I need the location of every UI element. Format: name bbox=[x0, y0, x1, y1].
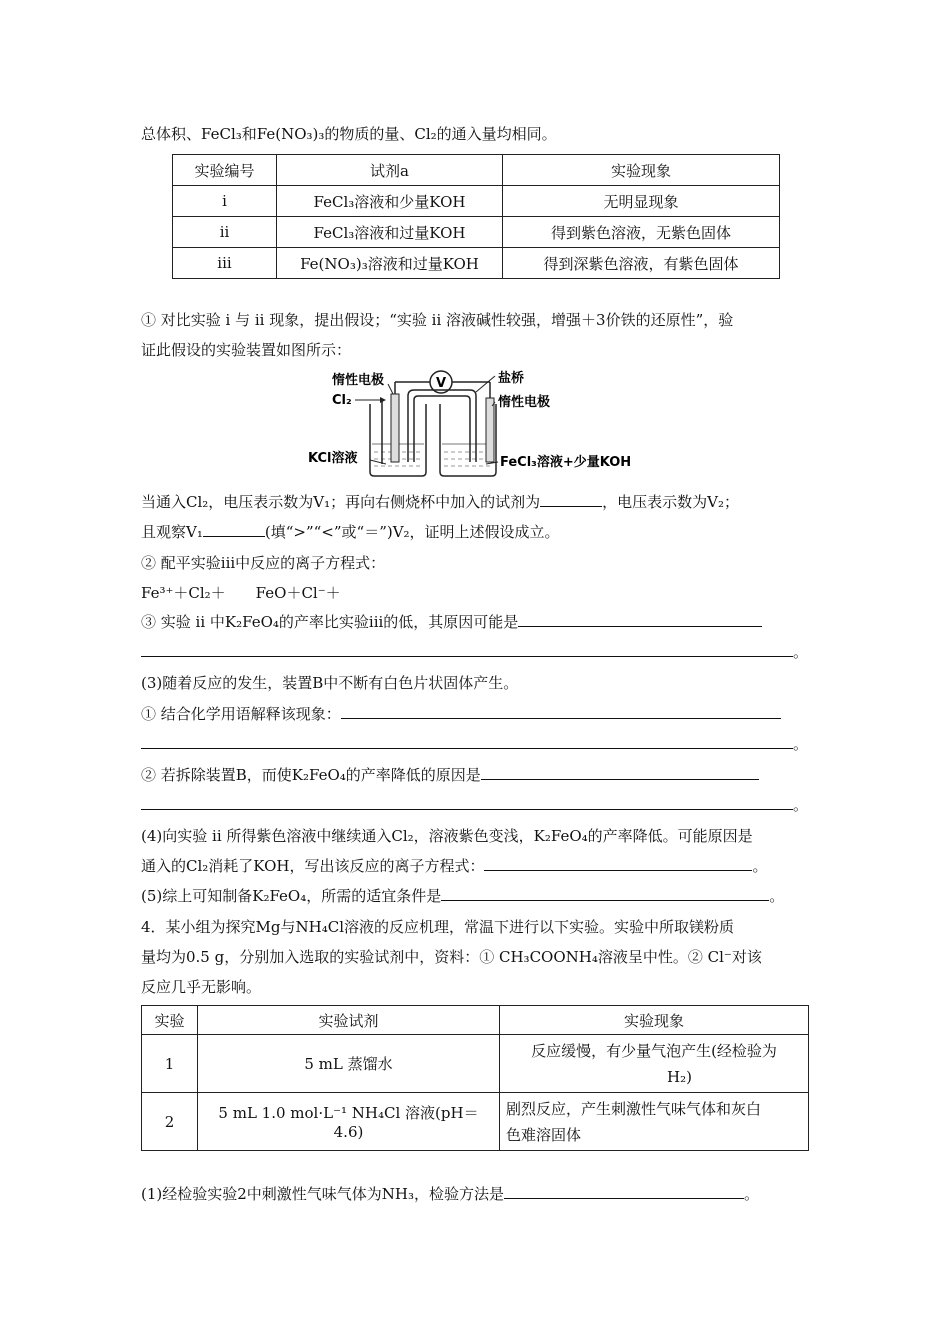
q2-line-1: ② 配平实验iii中反应的离子方程式： bbox=[141, 554, 386, 572]
label-fecl3-solution: FeCl₃溶液+少量KOH bbox=[500, 455, 632, 470]
table2-cell: 反应缓慢，有少量气泡产生(经检验为 H₂) bbox=[500, 1035, 809, 1093]
table2-header-id: 实验 bbox=[142, 1006, 198, 1035]
part3-q1-cont: 。 bbox=[141, 734, 808, 754]
table1-cell: i bbox=[173, 186, 277, 217]
table1-header-phenomenon: 实验现象 bbox=[503, 155, 780, 186]
table2-cell: 1 bbox=[142, 1035, 198, 1093]
table2-cell: 5 mL 1.0 mol·L⁻¹ NH₄Cl 溶液(pH＝4.6) bbox=[198, 1093, 500, 1151]
part3-title: (3)随着反应的发生，装置B中不断有白色片状固体产生。 bbox=[141, 674, 519, 692]
table2-cell: 5 mL 蒸馏水 bbox=[198, 1035, 500, 1093]
experiment-table-2 bbox=[141, 1005, 809, 1151]
table-row bbox=[142, 1093, 809, 1151]
table2-cell: 剧烈反应，产生刺激性气味气体和灰白 色难溶固体 bbox=[500, 1093, 809, 1151]
table-row bbox=[173, 217, 780, 248]
answer-blank[interactable] bbox=[441, 886, 769, 901]
label-cl2: Cl₂ bbox=[332, 393, 352, 408]
label-inert-electrode-right: 惰性电极 bbox=[498, 395, 551, 410]
q4-sub-1: (1)经检验实验2中刺激性气味气体为NH₃，检验方法是 。 bbox=[141, 1185, 760, 1203]
q1-line-3: 当通入Cl₂，电压表示数为V₁；再向右侧烧杯中加入的试剂为 ，电压表示数为V₂； bbox=[141, 493, 739, 511]
q1-line-4: 且观察V₁ (填“>”“<”或“＝”)V₂，证明上述假设成立。 bbox=[141, 523, 560, 541]
answer-blank[interactable] bbox=[484, 856, 752, 871]
q4-line-2: 量均为0.5 g，分别加入选取的实验试剂中，资料：① CH₃COONH₄溶液呈中性。② Cl⁻对该 bbox=[141, 948, 762, 966]
table-row bbox=[173, 186, 780, 217]
apparatus-figure bbox=[300, 364, 660, 480]
answer-blank[interactable] bbox=[481, 765, 759, 780]
table1-header-reagent: 试剂a bbox=[277, 155, 503, 186]
part3-q1: ① 结合化学用语解释该现象： bbox=[141, 704, 781, 724]
answer-blank[interactable] bbox=[203, 522, 265, 537]
table-row bbox=[142, 1035, 809, 1093]
q4-line-1: 4．某小组为探究Mg与NH₄Cl溶液的反应机理，常温下进行以下实验。实验中所取镁粉质 bbox=[141, 918, 735, 936]
part4-line-1: (4)向实验 ii 所得紫色溶液中继续通入Cl₂，溶液紫色变浅，K₂FeO₄的产率降低。可能原因是 bbox=[141, 827, 753, 845]
table1-cell: 无明显现象 bbox=[503, 186, 780, 217]
q2-line-2: Fe³⁺＋Cl₂＋ FeO＋Cl⁻＋ bbox=[141, 584, 341, 602]
label-kcl-solution: KCl溶液 bbox=[308, 451, 358, 466]
answer-blank[interactable] bbox=[141, 795, 793, 810]
voltmeter-label: V bbox=[435, 376, 447, 391]
part4-line-2: 通入的Cl₂消耗了KOH，写出该反应的离子方程式： 。 bbox=[141, 857, 768, 875]
table2-header-phenomenon: 实验现象 bbox=[500, 1006, 809, 1035]
answer-blank[interactable] bbox=[141, 642, 793, 657]
q3-line-1: ③ 实验 ii 中K₂FeO₄的产率比实验iii的低，其原因可能是 bbox=[141, 612, 762, 632]
q4-line-3: 反应几乎无影响。 bbox=[141, 978, 262, 996]
table2-cell: 2 bbox=[142, 1093, 198, 1151]
table1-cell: 得到深紫色溶液，有紫色固体 bbox=[503, 248, 780, 279]
table1-cell: Fe(NO₃)₃溶液和过量KOH bbox=[277, 248, 503, 279]
q3-line-2: 。 bbox=[141, 642, 808, 662]
part3-q2-cont: 。 bbox=[141, 795, 808, 815]
answer-blank[interactable] bbox=[540, 492, 602, 507]
table1-cell: iii bbox=[173, 248, 277, 279]
answer-blank[interactable] bbox=[341, 704, 781, 719]
experiment-table-1 bbox=[172, 154, 780, 279]
label-salt-bridge: 盐桥 bbox=[498, 371, 525, 386]
label-inert-electrode-left: 惰性电极 bbox=[332, 373, 385, 388]
answer-blank[interactable] bbox=[518, 612, 762, 627]
part5-line: (5)综上可知制备K₂FeO₄，所需的适宜条件是 。 bbox=[141, 887, 785, 905]
table2-header-reagent: 实验试剂 bbox=[198, 1006, 500, 1035]
answer-blank[interactable] bbox=[141, 734, 793, 749]
part3-q2: ② 若拆除装置B，而使K₂FeO₄的产率降低的原因是 bbox=[141, 765, 759, 785]
table1-header-id: 实验编号 bbox=[173, 155, 277, 186]
q1-line-2: 证此假设的实验装置如图所示： bbox=[141, 341, 352, 359]
table1-cell: FeCl₃溶液和过量KOH bbox=[277, 217, 503, 248]
table1-cell: FeCl₃溶液和少量KOH bbox=[277, 186, 503, 217]
q1-line-1: ① 对比实验 i 与 ii 现象，提出假设；“实验 ii 溶液碱性较强，增强＋3价铁的还原性”，验 bbox=[141, 311, 734, 329]
table-row bbox=[173, 248, 780, 279]
intro-line: 总体积、FeCl₃和Fe(NO₃)₃的物质的量、Cl₂的通入量均相同。 bbox=[141, 125, 557, 143]
table1-cell: 得到紫色溶液，无紫色固体 bbox=[503, 217, 780, 248]
answer-blank[interactable] bbox=[504, 1184, 744, 1199]
table1-cell: ii bbox=[173, 217, 277, 248]
